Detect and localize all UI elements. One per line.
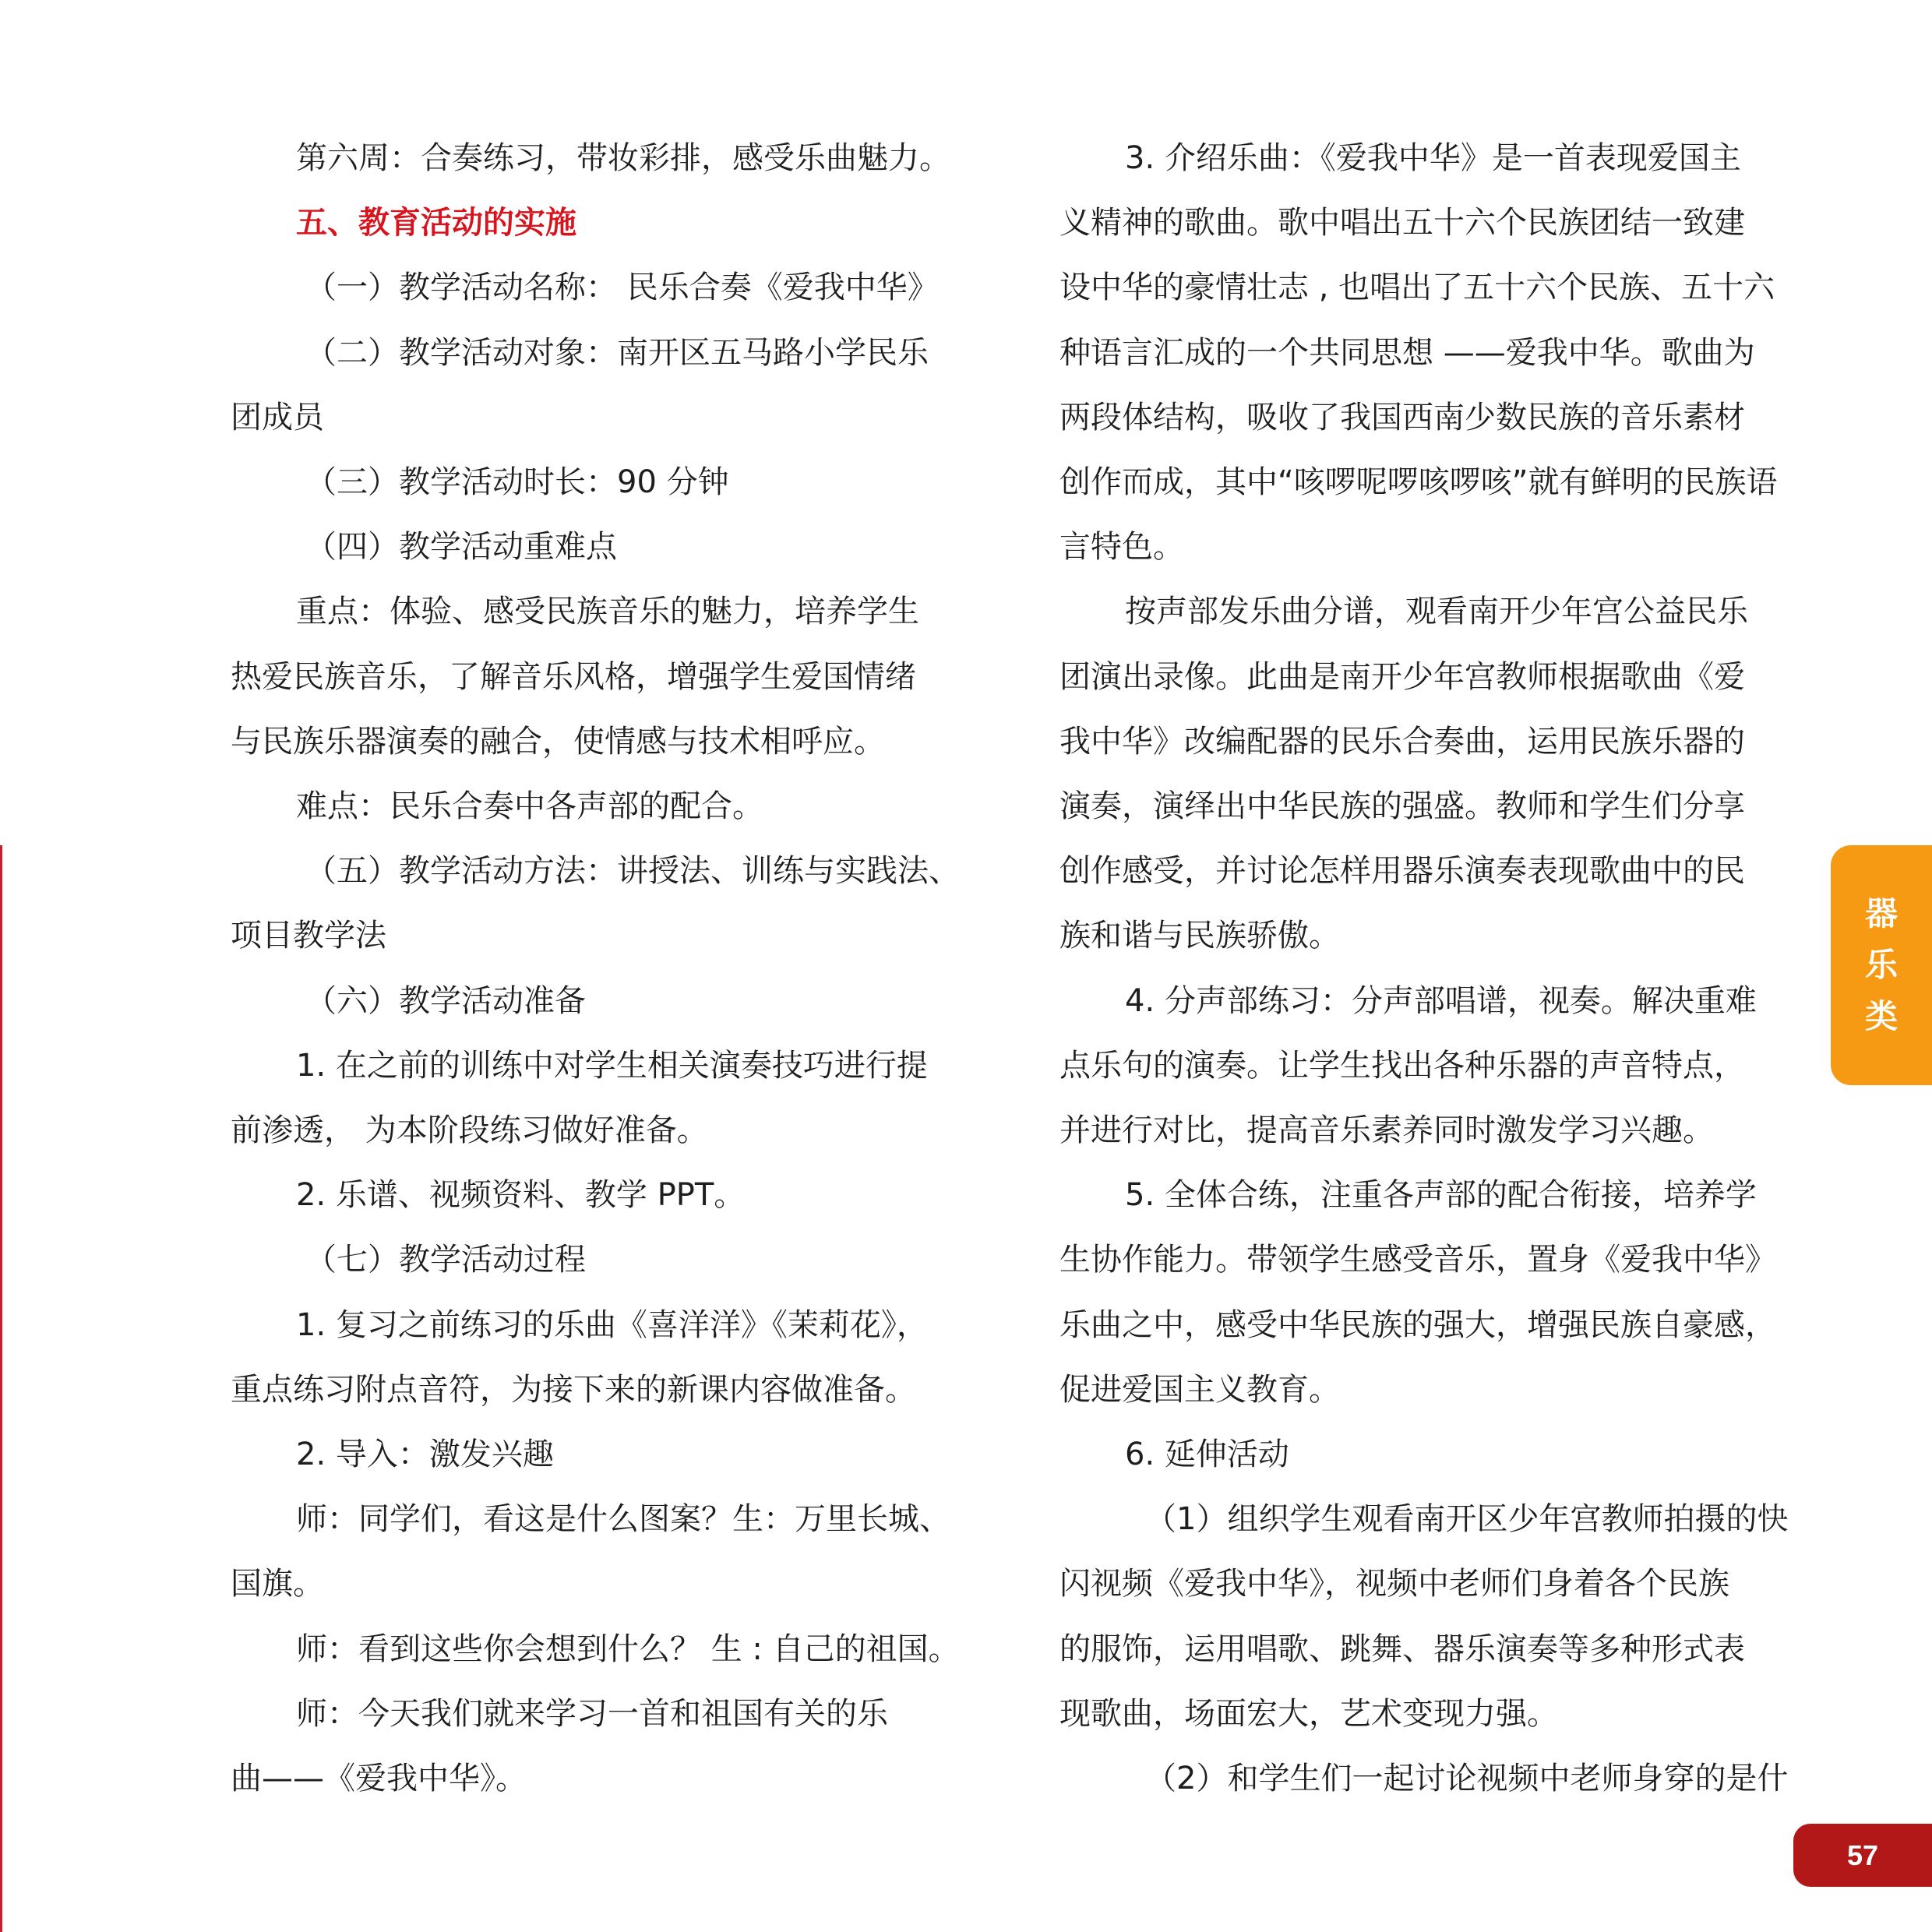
- text-line: （六）教学活动准备: [305, 982, 586, 1019]
- left-edge-line: [0, 845, 2, 1932]
- text-line: 现歌曲，场面宏大，艺术变现力强。: [1059, 1695, 1558, 1732]
- text-line: 2. 导入：激发兴趣: [296, 1437, 554, 1473]
- text-line: （一）教学活动名称： 民乐合奏《爱我中华》: [305, 270, 939, 306]
- text-line: 4. 分声部练习：分声部唱谱，视奏。解决重难: [1125, 982, 1757, 1019]
- text-line: 与民族乐器演奏的融合，使情感与技术相呼应。: [231, 723, 885, 760]
- category-side-tab: [1831, 845, 1932, 1085]
- text-line: 重点：体验、感受民族音乐的魅力，培养学生: [296, 594, 919, 630]
- text-line: 师：同学们，看这是什么图案？生：万里长城、: [296, 1501, 950, 1538]
- text-line: 我中华》改编配器的民乐合奏曲，运用民族乐器的: [1059, 723, 1745, 760]
- text-line: （七）教学活动过程: [305, 1242, 586, 1278]
- text-line: （1）组织学生观看南开区少年宫教师拍摄的快: [1145, 1501, 1789, 1538]
- text-line: 2. 乐谱、视频资料、教学 PPT。: [296, 1177, 746, 1214]
- text-line: 团演出录像。此曲是南开少年宫教师根据歌曲《爱: [1059, 658, 1745, 695]
- text-line: 5. 全体合练，注重各声部的配合衔接，培养学: [1125, 1177, 1757, 1214]
- text-line: 难点：民乐合奏中各声部的配合。: [296, 788, 763, 825]
- text-line: 的服饰，运用唱歌、跳舞、器乐演奏等多种形式表: [1059, 1631, 1745, 1667]
- side-tab-char: 类: [1864, 997, 1898, 1035]
- text-line: 族和谐与民族骄傲。: [1059, 918, 1340, 954]
- text-line: 6. 延伸活动: [1125, 1437, 1289, 1473]
- text-line: 团成员: [231, 399, 324, 435]
- left-text-column: [231, 126, 971, 1811]
- text-line: 1. 复习之前练习的乐曲《喜洋洋》《茉莉花》，: [296, 1306, 928, 1343]
- text-line: 第六周：合奏练习，带妆彩排，感受乐曲魅力。: [296, 140, 950, 176]
- text-line: （二）教学活动对象：南开区五马路小学民乐: [305, 334, 929, 371]
- text-line: 促进爱国主义教育。: [1059, 1371, 1340, 1408]
- text-line: 1. 在之前的训练中对学生相关演奏技巧进行提: [296, 1047, 928, 1084]
- text-line: 师：看到这些你会想到什么？ 生 : 自己的祖国。: [296, 1631, 960, 1667]
- text-line: 创作而成，其中“咳啰呢啰咳啰咳”就有鲜明的民族语: [1059, 464, 1778, 501]
- text-line: （五）教学活动方法：讲授法、训练与实践法、: [305, 853, 960, 890]
- text-line: 师：今天我们就来学习一首和祖国有关的乐: [296, 1695, 888, 1732]
- text-line: 闪视频《爱我中华》，视频中老师们身着各个民族: [1059, 1566, 1729, 1602]
- text-line: 义精神的歌曲。歌中唱出五十六个民族团结一致建: [1059, 205, 1745, 242]
- text-line: 并进行对比，提高音乐素养同时激发学习兴趣。: [1059, 1112, 1714, 1149]
- text-line: 前渗透， 为本阶段练习做好准备。: [231, 1112, 708, 1149]
- text-line: （2）和学生们一起讨论视频中老师身穿的是什: [1145, 1761, 1789, 1797]
- text-line: 3. 介绍乐曲：《爱我中华》是一首表现爱国主: [1125, 140, 1741, 176]
- page-number: 57: [1846, 1839, 1879, 1871]
- text-line: 按声部发乐曲分谱，观看南开少年宫公益民乐: [1125, 594, 1748, 630]
- text-line: 演奏，演绎出中华民族的强盛。教师和学生们分享: [1059, 788, 1745, 825]
- text-line: 创作感受，并讨论怎样用器乐演奏表现歌曲中的民: [1059, 853, 1745, 890]
- text-line: 项目教学法: [231, 918, 386, 954]
- right-text-column: [1059, 126, 1795, 1811]
- text-line: 乐曲之中，感受中华民族的强大，增强民族自豪感，: [1059, 1306, 1776, 1343]
- text-line: （四）教学活动重难点: [305, 529, 617, 566]
- text-line: 生协作能力。带领学生感受音乐，置身《爱我中华》: [1059, 1242, 1776, 1278]
- text-line: 设中华的豪情壮志 , 也唱出了五十六个民族、五十六: [1059, 270, 1775, 306]
- text-line: （三）教学活动时长：90 分钟: [305, 464, 729, 501]
- text-line: 重点练习附点音符，为接下来的新课内容做准备。: [231, 1371, 916, 1408]
- side-tab-char: 乐: [1864, 946, 1898, 984]
- side-tab-char: 器: [1864, 894, 1898, 933]
- text-line: 种语言汇成的一个共同思想 ——爱我中华。歌曲为: [1059, 334, 1755, 371]
- text-line: 言特色。: [1059, 529, 1184, 566]
- text-line: 两段体结构，吸收了我国西南少数民族的音乐素材: [1059, 399, 1745, 435]
- text-line: 曲——《爱我中华》。: [231, 1761, 527, 1797]
- section-heading: 五、教育活动的实施: [296, 205, 576, 242]
- text-line: 国旗。: [231, 1566, 324, 1602]
- page-number-tab: [1793, 1824, 1932, 1887]
- text-line: 点乐句的演奏。让学生找出各种乐器的声音特点，: [1059, 1047, 1745, 1084]
- text-line: 热爱民族音乐，了解音乐风格，增强学生爱国情绪: [231, 658, 916, 695]
